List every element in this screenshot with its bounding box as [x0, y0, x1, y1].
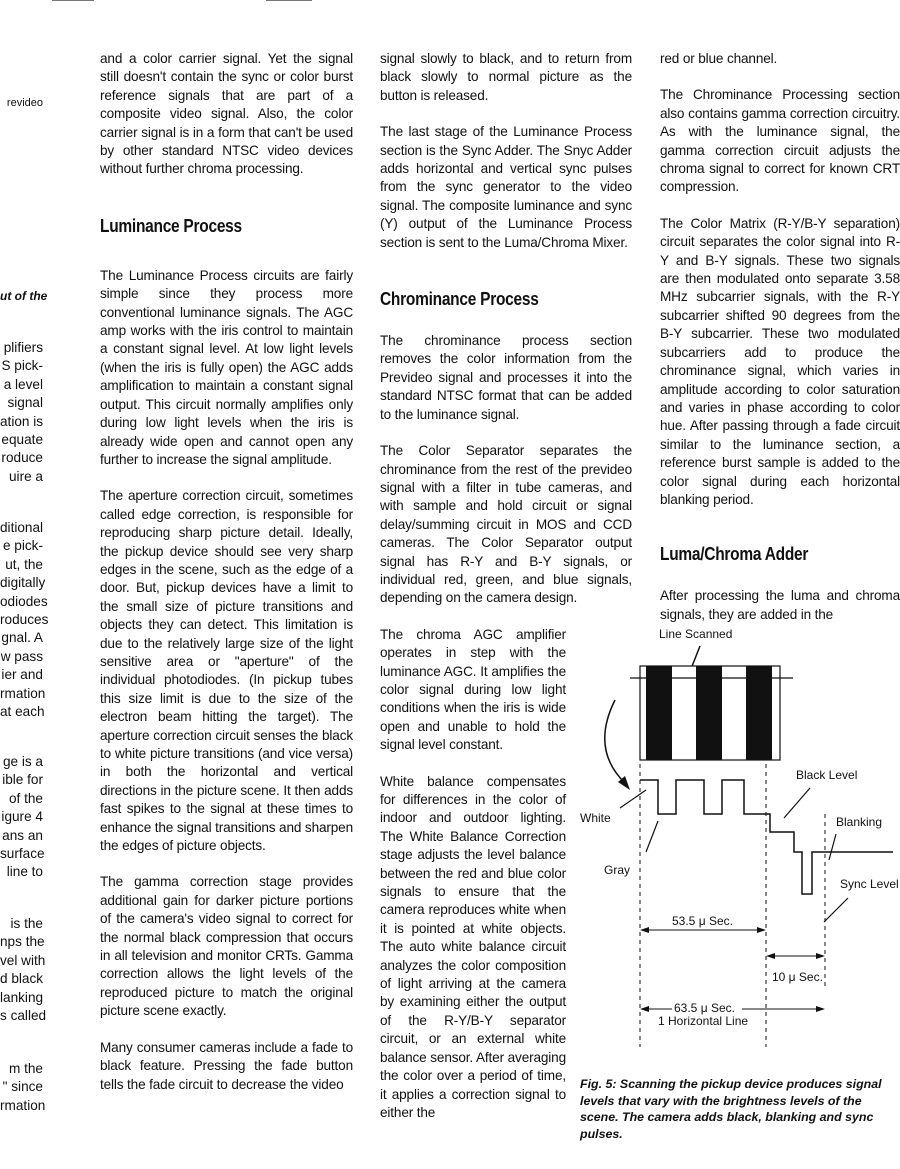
margin-line: odiodes	[0, 593, 48, 609]
paragraph: The Chrominance Processing section also contains gamma correction circuitry. As with the luminance signal, the gamma correction circuit adjusts the chroma signal to correct for known CRT compression.	[660, 87, 900, 195]
margin-line: is the	[10, 916, 43, 931]
black-stripe	[696, 666, 722, 760]
margin-line: rmation	[0, 1097, 46, 1113]
paragraph: The last stage of the Luminance Process section is the Sync Adder. The Snyc Adder adds horizontal and vertical sync pulses from the sync generator to the video signal. The composite luminance and sync (Y) output of the Luminance Process section is sent to the Luma/Chroma Mixer.	[380, 124, 632, 250]
figure-caption: Fig. 5: Scanning the pickup device produces signal levels that vary with the brightness levels of the scene. The camera adds black, blanking and sync pulses.	[580, 1077, 882, 1141]
column-a	[100, 50, 353, 1112]
margin-label-revideo: revideo	[6, 97, 43, 109]
margin-line: rmation	[0, 685, 46, 701]
paragraph: and a color carrier signal. Yet the signal still doesn't contain the sync or color burst reference signals that are part of a composite video signal. Also, the color carrier signal is in a form that can't be used by other standard NTSC video devices without further chroma processing.	[100, 51, 353, 177]
margin-line: roduces	[0, 611, 49, 627]
margin-line: at each	[0, 703, 45, 719]
margin-line: a level	[3, 376, 43, 392]
pointer-black-level	[784, 788, 810, 818]
margin-line: line to	[6, 864, 43, 880]
dim-arrow-icon	[640, 1006, 649, 1012]
paragraph: The chrominance process section removes the color information from the Prevideo signal and processes it into the standard NTSC format that can be added to the luminance signal.	[380, 333, 632, 422]
black-stripe	[746, 666, 772, 760]
margin-block-3	[0, 753, 43, 882]
label-white: White	[580, 811, 611, 825]
label-black-level: Black Level	[796, 768, 858, 782]
margin-heading-fragment: ut of the	[0, 289, 48, 303]
margin-line: ditional	[0, 520, 44, 535]
margin-line: s called	[0, 1007, 47, 1023]
column-c	[660, 50, 900, 642]
curved-arrow	[605, 700, 626, 784]
black-stripe	[646, 666, 672, 760]
top-rule-left	[52, 0, 94, 1]
dim-arrow-icon	[640, 927, 649, 933]
paragraph: signal slowly to black, and to return from black slowly to normal picture as the button is released.	[380, 51, 632, 103]
margin-line: plifiers	[3, 340, 43, 355]
paragraph: The gamma correction stage provides additional gain for darker picture portions of the camera's video signal to correct for the normal black compression that occurs in all television and monitor CRTs. Gamma correction allows the light levels of the reproduced picture to match the original picture scene exactly.	[100, 874, 353, 1019]
margin-line: w pass	[0, 648, 43, 664]
margin-line: ier and	[1, 667, 43, 683]
margin-line: vel with	[0, 952, 46, 968]
paragraph: The aperture correction circuit, sometimes called edge correction, is responsible for reproducing sharp picture detail. Ideally, the pickup device should see very sharp edges in the scene, such as the edge of a door. But, pickup devices have a limit to the small size of picture transitions and objects they can detect. This limitation is due to the relatively large size of the light sensitive area or "aperture" of the individual photodiodes. (In pickup tubes this size limit is due to the size of the electron beam hitting the target). The aperture correction circuit senses the black to white picture transitions (and vice versa) in both the horizontal and vertical directions in the picture scene. It then adds fast spikes to the signal at these times to enhance the signal transitions and sharpen the edges of picture objects.	[100, 488, 353, 854]
paragraph: The Luminance Process circuits are fairly simple since they process more conventional luminance signals. The AGC amp works with the iris control to maintain a constant signal level. At low light levels (when the iris is fully open) the AGC adds amplification to maintain a constant signal output. This circuit normally amplifies only during low light levels when the iris is already wide open and cannot open any further to increase the signal amplitude.	[100, 267, 353, 467]
label-blanking: Blanking	[836, 815, 883, 829]
margin-line: " since	[2, 1079, 43, 1095]
paragraph: The Color Separator separates the chrominance from the rest of the prevideo signal with a filter in tube cameras, and with sample and hold circuit or signal delay/summing circuit in MOS and CCD cameras. The Color Separator output signal has R-Y and B-Y signals, or individual red, green, and blue signals, depending on the camera design.	[380, 443, 632, 606]
pointer-sync-level	[824, 898, 848, 922]
paragraph: Many consumer cameras include a fade to black feature. Pressing the fade button tells the fade circuit to decrease the video	[100, 1039, 353, 1092]
paragraph: red or blue channel.	[660, 51, 778, 66]
paragraph: After processing the luma and chroma signals, they are added in the	[660, 588, 900, 622]
margin-block-4	[0, 915, 47, 1025]
margin-line: ation is	[0, 413, 44, 429]
margin-line: S pick-	[1, 358, 43, 374]
heading-chrominance-process: Chrominance Process	[380, 289, 539, 310]
margin-line: ut, the	[5, 556, 43, 572]
margin-line: igure 4	[1, 809, 43, 825]
margin-line: gnal. A	[1, 630, 43, 646]
margin-line: e pick-	[2, 538, 43, 554]
margin-line: roduce	[1, 450, 43, 466]
margin-block-5	[0, 1060, 46, 1115]
heading-luma-chroma-adder: Luma/Chroma Adder	[660, 544, 809, 565]
label-53-5-usec: 53.5 μ Sec.	[672, 914, 733, 928]
pointer-white	[620, 790, 646, 808]
scanning-signal-diagram	[578, 622, 899, 1072]
top-rule-right	[266, 0, 312, 1]
label-horizontal-line: 1 Horizontal Line	[658, 1014, 749, 1028]
label-63-5-usec: 63.5 μ Sec.	[674, 1001, 735, 1015]
margin-line: signal	[7, 395, 43, 411]
margin-line: d black	[0, 971, 44, 987]
pointer-gray	[646, 821, 658, 852]
label-10-usec: 10 μ Sec.	[772, 970, 823, 984]
paragraph: The Color Matrix (R-Y/B-Y separation) circuit separates the color signal into R-Y and B-Y signals. These two signals are then modulated onto separate 3.58 MHz subcarrier signals, with the R-Y subcarrier shifted 90 degrees from the B-Y subcarrier. These two modulated subcarriers add to produce the chrominance signal, which varies in amplitude according to color saturation and varies in phase according to color hue. After passing through a fade circuit similar to the luminance section, a reference burst sample is added to the color signal during each horizontal blanking period.	[660, 215, 900, 507]
margin-line: ge is a	[2, 754, 43, 769]
margin-line: equate	[1, 431, 43, 447]
label-gray: Gray	[604, 863, 631, 877]
margin-line: lanking	[0, 989, 44, 1005]
paragraph: The chroma AGC amplifier operates in step with the luminance AGC. It amplifies the color signal during low light conditions when the iris is wide open and unable to hold the signal level constant.	[380, 626, 566, 753]
margin-block-2	[0, 519, 49, 721]
dim-arrow-icon	[757, 927, 766, 933]
label-sync-level: Sync Level	[840, 877, 899, 891]
pointer-blanking	[829, 834, 836, 860]
dim-arrow-icon	[816, 953, 825, 959]
margin-line: surface	[0, 845, 45, 861]
margin-line: nps the	[0, 934, 45, 950]
margin-line: ible for	[2, 772, 43, 788]
heading-luminance-process: Luminance Process	[100, 215, 242, 236]
margin-line: of the	[8, 790, 43, 806]
dim-arrow-icon	[766, 953, 775, 959]
label-line-scanned: Line Scanned	[659, 627, 733, 641]
margin-line: ans an	[2, 827, 43, 843]
margin-block-1	[0, 339, 43, 486]
dim-arrow-icon	[816, 1006, 825, 1012]
margin-line: digitally	[0, 575, 46, 591]
margin-line: uire a	[8, 468, 43, 484]
margin-line: m the	[9, 1061, 43, 1076]
paragraph: White balance compensates for differences in the color of indoor and outdoor lighting. The White Balance Correction stage adjusts the level balance between the red and blue color signals to ensure that the camera reproduces white when it is pointed at white objects. The auto white balance circuit analyzes the color composition of light arriving at the camera by examining either the output of the R-Y/B-Y separator circuit, or an external white balance sensor. After averaging the color over a period of time, it applies a correction signal to either the	[380, 773, 566, 1120]
